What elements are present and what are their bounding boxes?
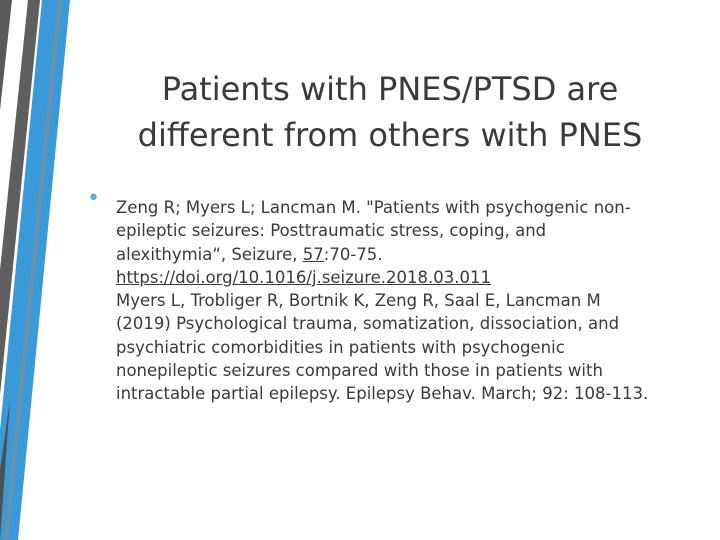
bullet-icon: • [87,186,100,211]
ref1-line-1: Zeng R; Myers L; Lancman M. "Patients with psychogenic non- [116,198,631,217]
thin-gray-stripe [4,0,62,540]
ref2-line-3: psychiatric comorbidities in patients with psychogenic [116,337,565,357]
ref1-line-3-end: :70-75. [323,244,383,264]
doi-line [116,266,696,289]
ref2-line-5: intractable partial epilepsy. Epilepsy Behav. March; 92: 108-113. [116,384,649,404]
ref1-line-3 [116,243,696,266]
ref2-line-2: (2019) Psychological trauma, somatization, dissociation, and [116,314,620,334]
ref2-line-1: Myers L, Trobliger R, Bortnik K, Zeng R, Saal E, Lancman M [116,291,601,311]
ref2-line-4: nonepileptic seizures compared with those in patients with [116,361,603,381]
volume-link[interactable]: 57 [302,244,324,264]
ref1-line-3-start: alexithymia“, Seizure, [116,244,303,264]
slide-title [100,66,680,158]
left-decorative-stripes [0,0,90,540]
doi-link[interactable]: https://doi.org/10.1016/j.seizure.2018.03.011 [116,267,492,287]
title-line-1: Patients with PNES/PTSD are [161,70,619,108]
title-line-2: different from others with PNES [137,116,643,154]
dark-stripe-left [0,0,12,110]
ref1-line-2: epileptic seizures: Posttraumatic stress, coping, and [116,221,547,241]
references-text [116,196,696,406]
